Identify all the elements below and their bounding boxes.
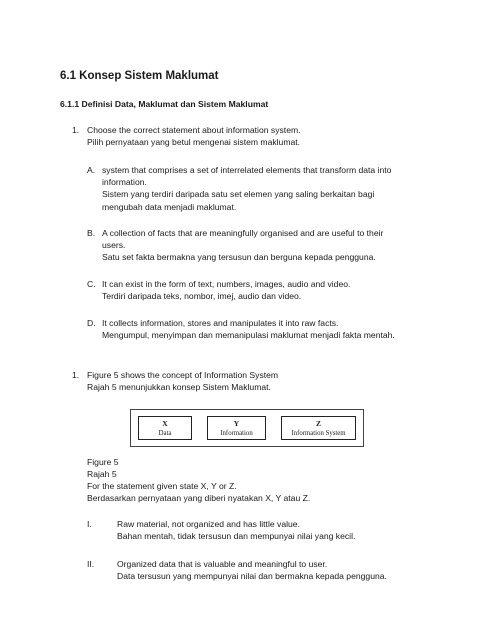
option-line: mengubah data menjadi maklumat. [102,202,237,212]
option-letter: A. [87,165,96,175]
page-title: 6.1 Konsep Sistem Maklumat [60,70,219,82]
option-line: Satu set fakta bermakna yang tersusun dan berguna kepada pengguna. [102,252,376,262]
question-text-ms: Pilih pernyataan yang betul mengenai sistem maklumat. [87,137,301,147]
question-text-en: Choose the correct statement about information system. [87,125,301,135]
figure-word: Information [220,430,253,437]
question-text-ms: Rajah 5 menunjukkan konsep Sistem Maklumat. [87,382,271,392]
question-number: 1. [72,370,80,380]
figure-word: Information System [291,430,346,437]
figure-letter: Y [233,419,240,428]
statement-en: Organized data that is valuable and meaningful to user. [117,559,328,569]
option-line: Sistem yang terdiri daripada satu set elemen yang saling berkaitan bagi [102,189,375,199]
option-line: A collection of facts that are meaningfully organised and are useful to their [102,228,384,238]
statement-en: Raw material, not organized and has little value. [117,519,300,529]
option-line: users. [102,240,126,250]
statement-ms: Data tersusun yang mempunyai nilai dan bermakna kepada pengguna. [117,571,387,581]
figure-diagram [130,409,364,447]
option-line: system that comprises a set of interrelated elements that transform data into [102,165,392,175]
option-line: Mengumpul, menyimpan dan memanipulasi maklumat menjadi fakta mentah. [102,330,395,340]
figure-box-y [207,416,266,440]
figure-caption-en: Figure 5 [87,457,119,467]
instruction-ms: Berdasarkan pernyataan yang diberi nyatakan X, Y atau Z. [87,493,311,503]
question-number: 1. [72,125,80,135]
statement-roman: I. [87,519,92,529]
option-line: It can exist in the form of text, numbers, images, audio and video. [102,279,351,289]
section-heading: 6.1.1 Definisi Data, Maklumat dan Sistem Maklumat [60,99,269,109]
option-letter: C. [87,279,96,289]
option-line: It collects information, stores and manipulates it into raw facts. [102,318,339,328]
figure-box-x [138,416,192,440]
option-line: information. [102,177,147,187]
figure-caption-ms: Rajah 5 [87,469,117,479]
option-letter: B. [87,228,96,238]
option-letter: D. [87,318,96,328]
statement-ms: Bahan mentah, tidak tersusun dan mempunyai nilai yang kecil. [117,531,356,541]
question-text-en: Figure 5 shows the concept of Information System [87,370,279,380]
figure-box-z [281,416,356,440]
figure-word: Data [158,430,172,437]
option-line: Terdiri daripada teks, nombor, imej, audio dan video. [102,291,302,301]
statement-roman: II. [87,559,95,569]
instruction-en: For the statement given state X, Y or Z. [87,481,237,491]
figure-letter: Z [315,419,321,428]
figure-letter: X [162,419,168,428]
